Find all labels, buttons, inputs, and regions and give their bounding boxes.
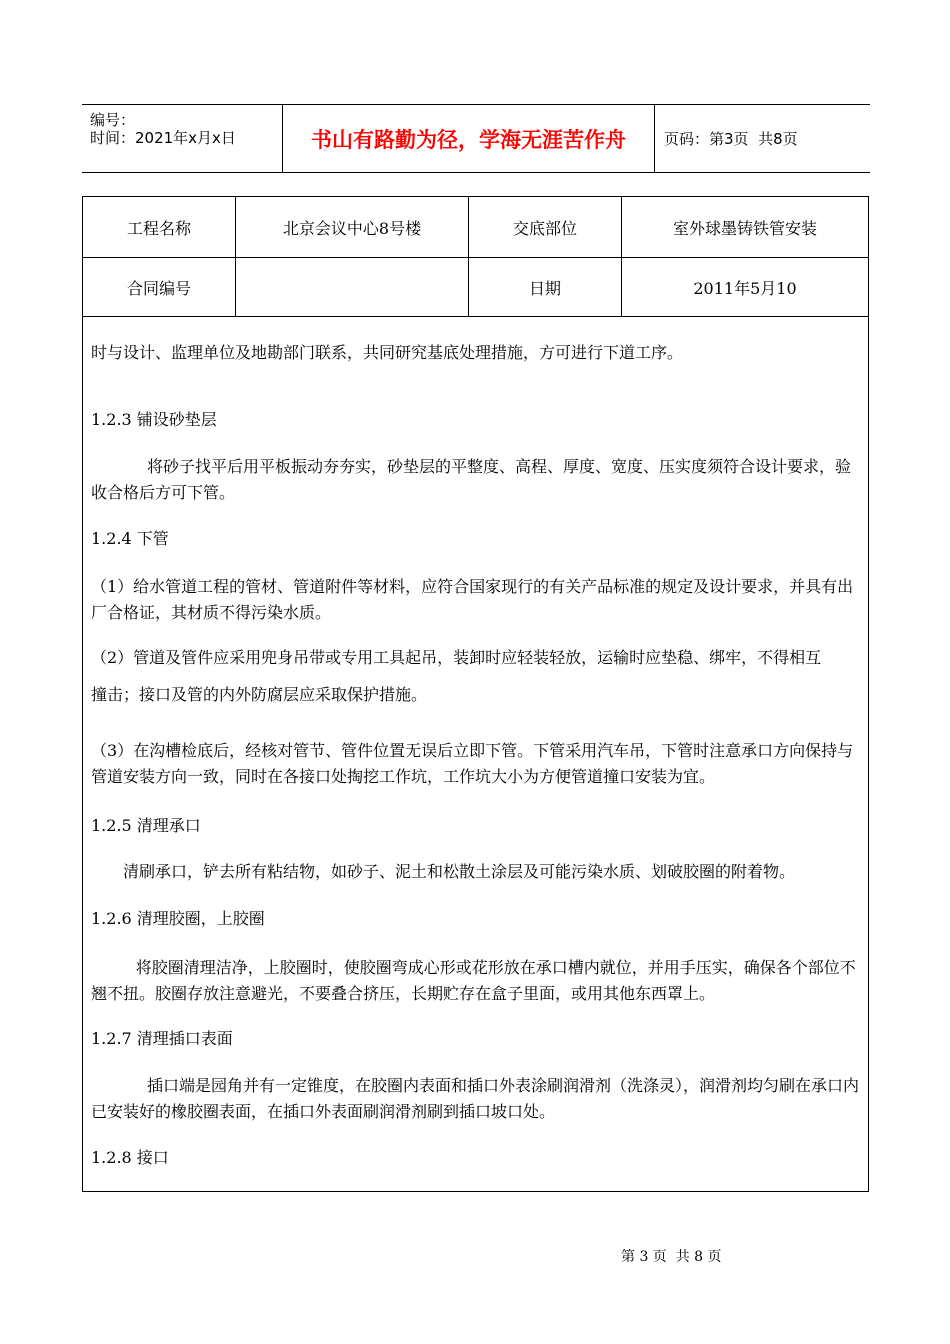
- handover-table: [82, 196, 869, 1192]
- paragraph: （2）管道及管件应采用兜身吊带或专用工具起吊，装卸时应轻装轻放，运输时应垫稳、绑牢，不得相互: [91, 648, 822, 667]
- info-table: [83, 197, 868, 317]
- paragraph: 清刷承口，铲去所有粘结物，如砂子、泥土和松散土涂层及可能污染水质、划破胶圈的附着物。: [123, 862, 796, 881]
- header-motto: 书山有路勤为径，学海无涯苦作舟: [311, 127, 626, 152]
- paragraph: （3）在沟槽检底后，经核对管节、管件位置无误后立即下管。下管采用汽车吊，下管时注意承口方向保持与管道安装方向一致，同时在各接口处掏挖工作坑，工作坑大小为方便管道撞口安装为宜。: [91, 741, 854, 786]
- section-heading: 1.2.5 清理承口: [91, 816, 201, 835]
- paragraph: 将胶圈清理洁净，上胶圈时，使胶圈弯成心形或花形放在承口槽内就位，并用手压实，确保各个部位不翘不扭。胶圈存放注意避光，不要叠合挤压，长期贮存在盒子里面，或用其他东西罩上。: [91, 958, 856, 1003]
- project-name-label: 工程名称: [126, 218, 191, 238]
- section-heading: 1.2.6 清理胶圈，上胶圈: [91, 909, 265, 928]
- document-time: 时间：2021年x月x日: [90, 129, 236, 147]
- header-meta: [82, 105, 282, 172]
- contract-no-label: 合同编号: [126, 279, 191, 298]
- project-name-value: 北京会议中心8号楼: [282, 218, 422, 238]
- page-footer: 第 3 页 共 8 页: [621, 1249, 722, 1265]
- section-heading: 1.2.4 下管: [91, 529, 169, 548]
- paragraph: 插口端是园角并有一定锥度，在胶圈内表面和插口外表涂刷润滑剂（洗涤灵），润滑剂均匀刷在承口内已安装好的橡胶圈表面，在插口外表面刷润滑剂刷到插口坡口处。: [91, 1076, 860, 1121]
- paragraph: 时与设计、监理单位及地勘部门联系，共同研究基底处理措施，方可进行下道工序。: [91, 343, 684, 362]
- section-heading: 1.2.7 清理插口表面: [91, 1029, 233, 1048]
- table-divider: [83, 257, 868, 258]
- header-page-info: 页码：第3页 共8页: [664, 130, 798, 148]
- date-value: 2011年5月10: [693, 279, 797, 298]
- date-label: 日期: [528, 279, 561, 298]
- section-heading: 1.2.8 接口: [91, 1148, 169, 1167]
- page-header: [82, 104, 870, 173]
- header-divider: [654, 105, 655, 172]
- document-number: 编号：: [90, 111, 136, 129]
- contract-no-value: [236, 258, 468, 317]
- handover-part-label: 交底部位: [512, 218, 577, 238]
- table-divider: [83, 316, 868, 317]
- paragraph: 撞击；接口及管的内外防腐层应采取保护措施。: [91, 685, 428, 704]
- paragraph: （1）给水管道工程的管材、管道附件等材料，应符合国家现行的有关产品标准的规定及设计要求，并具有出厂合格证，其材质不得污染水质。: [91, 577, 854, 622]
- section-heading: 1.2.3 铺设砂垫层: [91, 410, 217, 429]
- paragraph: 将砂子找平后用平板振动夯夯实，砂垫层的平整度、高程、厚度、宽度、压实度须符合设计要求，验收合格后方可下管。: [91, 457, 852, 502]
- handover-part-value: 室外球墨铸铁管安装: [672, 218, 817, 238]
